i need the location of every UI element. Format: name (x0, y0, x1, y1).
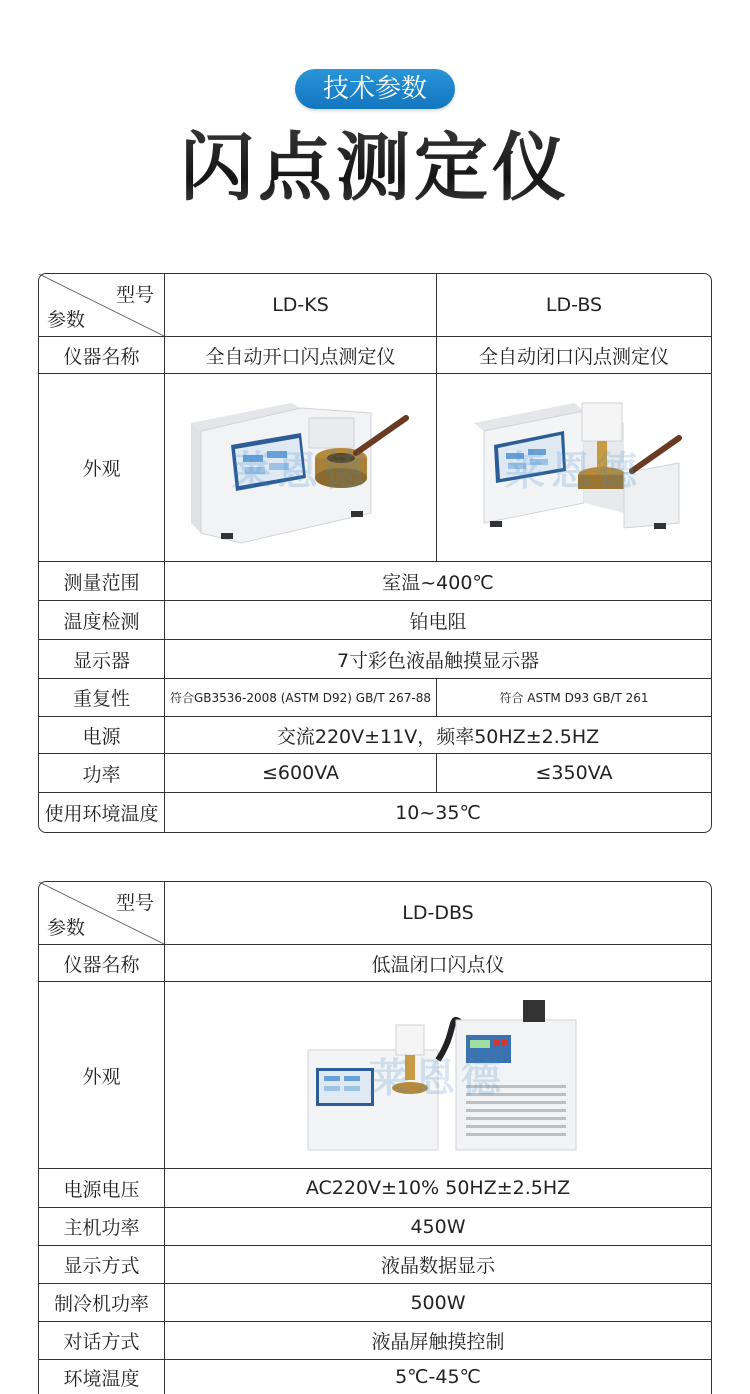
product-image-ks (165, 374, 437, 562)
watermark-logo: 莱恩德 (505, 448, 643, 494)
row-label: 电源电压 (39, 1169, 165, 1208)
table-row (39, 640, 711, 679)
cell-value: 液晶屏触摸控制 (165, 1322, 711, 1360)
header-diagonal-cell (39, 274, 165, 337)
table-row (39, 754, 711, 793)
row-label: 显示器 (39, 640, 165, 679)
table-row (39, 1284, 711, 1322)
watermark-logo: 莱恩德 (231, 448, 370, 494)
table-row (39, 679, 711, 717)
row-label: 对话方式 (39, 1322, 165, 1360)
cell-value: 低温闭口闪点仪 (165, 945, 711, 982)
table-row (39, 1322, 711, 1360)
table-row (39, 1208, 711, 1246)
cell-value: ≤600VA (165, 754, 437, 793)
spec-table-dbs (38, 881, 712, 1394)
section-badge: 技术参数 (295, 69, 455, 109)
table-row (39, 945, 711, 982)
row-label: 使用环境温度 (39, 793, 165, 832)
cell-value: 交流220V±11V，频率50HZ±2.5HZ (165, 717, 711, 754)
cell-value: 10~35℃ (395, 801, 481, 824)
cell-value: 全自动开口闪点测定仪 (165, 337, 437, 374)
row-label: 重复性 (39, 679, 165, 717)
table-row (39, 337, 711, 374)
watermark-logo: 莱恩德 (369, 1055, 507, 1102)
table-row (39, 793, 711, 832)
cell-value: 液晶数据显示 (165, 1246, 711, 1284)
header-param-label: 参数 (47, 917, 86, 939)
table-row (39, 1246, 711, 1284)
cell-value: 450W (165, 1208, 711, 1246)
cell-value: 5℃-45℃ (395, 1366, 481, 1388)
cell-value: 符合GB3536-2008 (ASTM D92) GB/T 267-88 (165, 679, 437, 717)
cell-value: 全自动闭口闪点测定仪 (437, 337, 711, 374)
cell-value: ≤350VA (437, 754, 711, 793)
model-bs: LD-BS (437, 274, 711, 337)
cell-value: AC220V±10% 50HZ±2.5HZ (165, 1169, 711, 1208)
page-title: 闪点测定仪 (0, 118, 750, 218)
row-label: 仪器名称 (39, 945, 165, 982)
header-model-label: 型号 (115, 284, 154, 306)
table-row (39, 1360, 711, 1394)
header-model-label: 型号 (115, 892, 154, 914)
table-row (39, 982, 711, 1169)
model-dbs: LD-DBS (165, 882, 711, 945)
row-label: 外观 (39, 982, 165, 1169)
product-image-bs (437, 374, 711, 562)
table-row (39, 374, 711, 562)
cell-value: 室温~400℃ (165, 562, 711, 601)
row-label: 仪器名称 (39, 337, 165, 374)
cell-value: 铂电阻 (165, 601, 711, 640)
row-label: 温度检测 (39, 601, 165, 640)
cell-value: 符合 ASTM D93 GB/T 261 (437, 679, 711, 717)
spec-table-ks-bs (38, 273, 712, 833)
row-label: 功率 (39, 754, 165, 793)
row-label: 制冷机功率 (39, 1284, 165, 1322)
row-label: 外观 (39, 374, 165, 562)
table-row (39, 562, 711, 601)
table-header-row (39, 882, 711, 945)
table-row (39, 717, 711, 754)
table-row (39, 601, 711, 640)
row-label: 显示方式 (39, 1246, 165, 1284)
table-row (39, 1169, 711, 1208)
row-label: 电源 (39, 717, 165, 754)
header-diagonal-cell (39, 882, 165, 945)
row-label: 主机功率 (39, 1208, 165, 1246)
model-ks: LD-KS (165, 274, 437, 337)
row-label: 测量范围 (39, 562, 165, 601)
table-header-row (39, 274, 711, 337)
header-param-label: 参数 (47, 309, 86, 331)
cell-value: 500W (165, 1284, 711, 1322)
product-image-dbs (165, 982, 711, 1169)
cell-value: 7寸彩色液晶触摸显示器 (165, 640, 711, 679)
row-label: 环境温度 (39, 1360, 165, 1394)
